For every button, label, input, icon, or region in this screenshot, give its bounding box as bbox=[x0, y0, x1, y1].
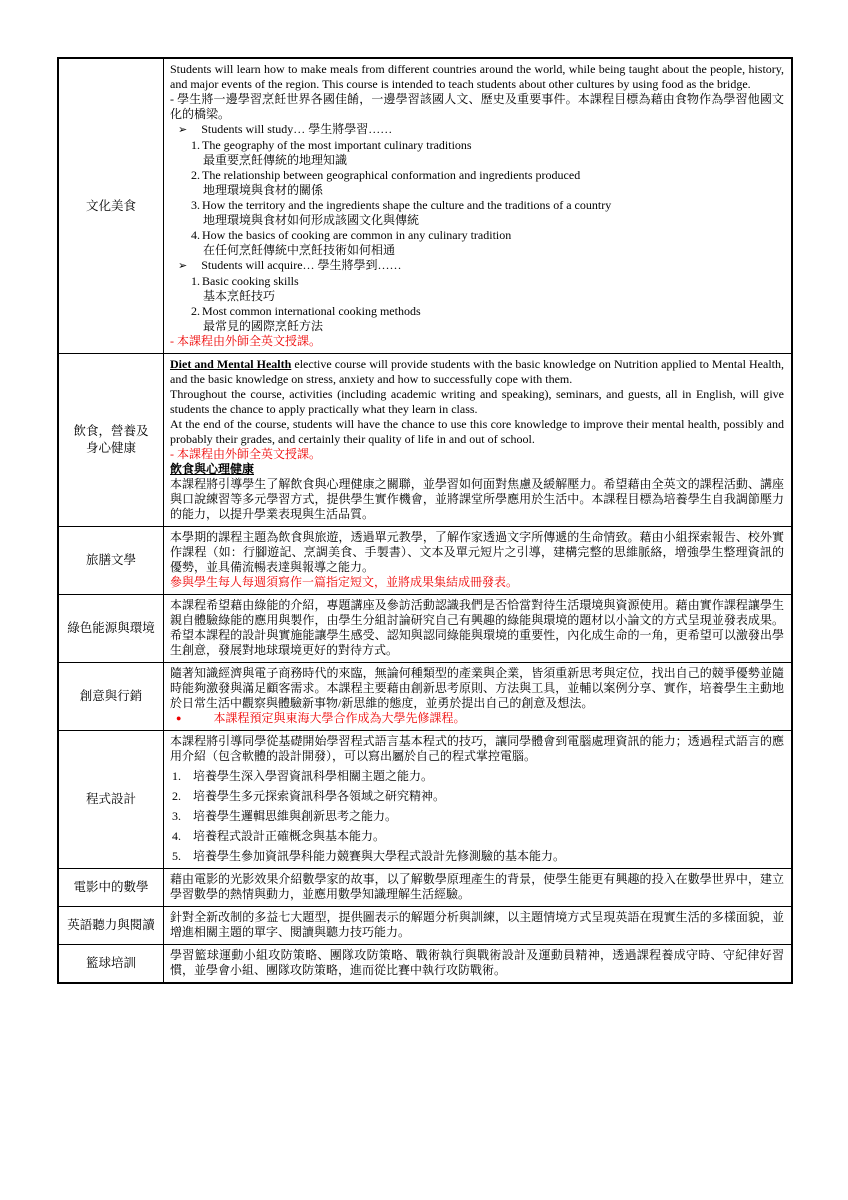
table-row bbox=[58, 869, 792, 907]
course-table-body bbox=[58, 58, 792, 983]
number-label: 5. bbox=[172, 849, 181, 863]
numbered-text: How the territory and the ingredients shape the culture and the traditions of a country bbox=[202, 198, 612, 212]
description-paragraph: At the end of the course, students will have the chance to use this core knowledge to improve their mental health, possibly and probably their grades, and certainly their quality of life in and out of school. bbox=[170, 417, 784, 446]
number-label: 4. bbox=[172, 829, 181, 843]
description-paragraph: 本課程將引導同學從基礎開始學習程式語言基本程式的技巧，讓同學體會到電腦處理資訊的能力；透過程式語言的應用介紹（包含軟體的設計開發），可以寫出屬於自己的程式掌控電腦。 bbox=[170, 734, 784, 763]
arrow-bullet-line bbox=[170, 122, 784, 138]
course-name-text: 飲食，營養及 bbox=[73, 424, 149, 438]
course-name-text: 英語聽力與閱讀 bbox=[67, 918, 155, 932]
course-detail-cell bbox=[164, 869, 793, 907]
course-name-cell bbox=[58, 595, 164, 663]
description-paragraph: 學習籃球運動小組攻防策略、團隊攻防策略、戰術執行與戰術設計及運動員精神，透過課程養成守時、守紀律好習慣，並學會小組、團隊攻防策略，進而從比賽中執行攻防戰術。 bbox=[170, 948, 784, 977]
translation-line: 基本烹飪技巧 bbox=[203, 289, 276, 303]
translation-line: 最常見的國際烹飪方法 bbox=[203, 319, 324, 333]
course-name-text: 綠色能源與環境 bbox=[67, 621, 155, 635]
dot-bullet-icon: ● bbox=[176, 713, 182, 723]
course-name-cell bbox=[58, 663, 164, 731]
course-name-text: 籃球培訓 bbox=[85, 956, 136, 970]
course-name-cell bbox=[58, 945, 164, 984]
numbered-goal-line bbox=[172, 769, 784, 784]
red-note-line: 參與學生每人每週須寫作一篇指定短文，並將成果集結成冊發表。 bbox=[170, 575, 519, 589]
numbered-text: How the basics of cooking are common in any culinary tradition bbox=[202, 228, 512, 242]
description-paragraph: 本學期的課程主題為飲食與旅遊，透過單元教學，了解作家透過文字所傳遞的生命情致。藉由小組探索報告、校外實作課程（如：行腳遊記、烹調美食、手製書）、文本及單元短片之引導，建構完整的思維脈絡，增強學生整理資訊的優勢，並具備流暢表達與報導之能力。 bbox=[170, 530, 784, 574]
number-label: 2. bbox=[191, 304, 200, 318]
arrow-bullet-text: Students will study… 學生將學習…… bbox=[201, 122, 393, 136]
table-row bbox=[58, 595, 792, 663]
table-row bbox=[58, 907, 792, 945]
course-detail-cell bbox=[164, 354, 793, 527]
numbered-text: Most common international cooking methods bbox=[202, 304, 421, 318]
red-note-line: - 本課程由外師全英文授課。 bbox=[170, 334, 321, 348]
course-name-cell bbox=[58, 58, 164, 354]
goal-text: 培養程式設計正確概念與基本能力。 bbox=[193, 829, 386, 843]
course-name-text: 電影中的數學 bbox=[73, 880, 149, 894]
number-label: 1. bbox=[172, 769, 181, 783]
goal-text: 培養學生參加資訊學科能力競賽與大學程式設計先修測驗的基本能力。 bbox=[193, 849, 566, 863]
numbered-goal-line bbox=[172, 829, 784, 844]
numbered-line bbox=[191, 304, 784, 319]
description-paragraph: 隨著知識經濟與電子商務時代的來臨，無論何種類型的產業與企業，皆須重新思考與定位，找出自己的競爭優勢並隨時能夠激發與滿足顧客需求。本課程主要藉由創新思考原則、方法與工具，並輔以案例分享、實作，培養學生主動地於日常生活中觀察與體驗新事物/新思維的態度，並勇於提出自己的創意及想法。 bbox=[170, 666, 784, 710]
description-paragraph: - 學生將一邊學習烹飪世界各國佳餚，一邊學習該國人文、歷史及重要事件。本課程目標為藉由食物作為學習他國文化的橋梁。 bbox=[170, 92, 784, 121]
numbered-text: Basic cooking skills bbox=[202, 274, 299, 288]
number-label: 3. bbox=[172, 809, 181, 823]
course-detail-cell bbox=[164, 731, 793, 869]
numbered-text: The relationship between geographical conformation and ingredients produced bbox=[202, 168, 581, 182]
goal-text: 培養學生多元探索資訊科學各領域之研究精神。 bbox=[193, 789, 446, 803]
arrow-bullet-text: Students will acquire… 學生將學到…… bbox=[201, 258, 402, 272]
arrow-bullet-icon: ➢ bbox=[178, 124, 188, 136]
red-note-line: - 本課程由外師全英文授課。 bbox=[170, 447, 321, 461]
description-paragraph: 本課程將引導學生了解飲食與心理健康之關聯，並學習如何面對焦慮及緩解壓力。希望藉由全英文的課程活動、講座與口說練習等多元學習方式，提供學生實作機會，並將課堂所學應用於生活中。本課程目標為培養學生自我調節壓力的能力，以提升學業表現與生活品質。 bbox=[170, 477, 784, 521]
number-label: 2. bbox=[172, 789, 181, 803]
translation-line: 地理環境與食材如何形成該國文化與傳統 bbox=[203, 213, 420, 227]
number-label: 1. bbox=[191, 274, 200, 288]
arrow-bullet-line bbox=[170, 258, 784, 274]
numbered-goal-line bbox=[172, 849, 784, 864]
course-detail-cell bbox=[164, 527, 793, 595]
course-name-cell bbox=[58, 731, 164, 869]
numbered-goal-line bbox=[172, 789, 784, 804]
course-detail-cell bbox=[164, 907, 793, 945]
number-label: 4. bbox=[191, 228, 200, 242]
description-paragraph: Students will learn how to make meals from different countries around the world, while being taught about the people, history, and major events of the region. This course is intended to teach students about other cultures by using food as the bridge. bbox=[170, 62, 784, 91]
course-name-text: 身心健康 bbox=[85, 441, 136, 455]
description-paragraph: Throughout the course, activities (including academic writing and speaking), seminars, and guests, all in English, will give students the chance to apply practically what they learn in class. bbox=[170, 387, 784, 416]
table-row bbox=[58, 527, 792, 595]
course-name-text: 旅膳文學 bbox=[85, 553, 136, 567]
numbered-line bbox=[191, 168, 784, 183]
course-detail-cell bbox=[164, 595, 793, 663]
number-label: 3. bbox=[191, 198, 200, 212]
table-row bbox=[58, 354, 792, 527]
red-bullet-note-line bbox=[170, 711, 784, 726]
arrow-bullet-icon: ➢ bbox=[178, 260, 188, 272]
course-name-text: 文化美食 bbox=[85, 198, 136, 213]
goal-text: 培養學生邏輯思維與創新思考之能力。 bbox=[193, 809, 398, 823]
numbered-line bbox=[191, 138, 784, 153]
course-description-table bbox=[57, 57, 793, 984]
table-row bbox=[58, 945, 792, 984]
description-paragraph: 本課程希望藉由綠能的介紹，專題講座及參訪活動認識我們是否恰當對待生活環境與資源使用。藉由實作課程讓學生親自體驗綠能的應用與製作，由學生分組討論研究自己有興趣的綠能與環境的題材以小論文的方式呈現並發表成果。希望本課程的設計與實施能讓學生感受、認知與認同綠能與環境的重要性，內化成生命的一角，更希望可以激發出學生創意，發展對地球環境更好的對待方式。 bbox=[170, 598, 784, 657]
course-name-cell bbox=[58, 354, 164, 527]
numbered-line bbox=[191, 228, 784, 243]
translation-line: 在任何烹飪傳統中烹飪技術如何相通 bbox=[203, 243, 396, 257]
course-name-text: 創意與行銷 bbox=[79, 689, 143, 703]
table-row bbox=[58, 731, 792, 869]
course-name-cell bbox=[58, 907, 164, 945]
numbered-text: The geography of the most important culinary traditions bbox=[202, 138, 472, 152]
table-row bbox=[58, 58, 792, 354]
goal-text: 培養學生深入學習資訊科學相關主題之能力。 bbox=[193, 769, 434, 783]
numbered-line bbox=[191, 198, 784, 213]
course-title-lead: Diet and Mental Health bbox=[170, 357, 292, 371]
numbered-goal-line bbox=[172, 809, 784, 824]
table-row bbox=[58, 663, 792, 731]
translation-line: 最重要烹飪傳統的地理知識 bbox=[203, 153, 348, 167]
number-label: 1. bbox=[191, 138, 200, 152]
course-name-text: 程式設計 bbox=[85, 792, 136, 806]
course-detail-cell bbox=[164, 663, 793, 731]
course-name-cell bbox=[58, 869, 164, 907]
section-heading: 飲食與心理健康 bbox=[170, 462, 255, 476]
course-detail-cell bbox=[164, 58, 793, 354]
translation-line: 地理環境與食材的關係 bbox=[203, 183, 324, 197]
red-bullet-text: 本課程預定與東海大學合作成為大學先修課程。 bbox=[213, 711, 466, 725]
numbered-line bbox=[191, 274, 784, 289]
course-detail-cell bbox=[164, 945, 793, 984]
description-paragraph: 藉由電影的光影效果介紹數學家的故事，以了解數學原理產生的背景，使學生能更有興趣的投入在數學世界中，建立學習數學的熱情與動力，並應用數學知識理解生活經驗。 bbox=[170, 872, 784, 901]
number-label: 2. bbox=[191, 168, 200, 182]
description-paragraph: Diet and Mental Health elective course will provide students with the basic knowledge on Nutrition applied to Mental Health, and the basic knowledge on stress, anxiety and how to successfully cope with them. bbox=[170, 357, 784, 386]
description-paragraph: 針對全新改制的多益七大題型，提供圖表示的解題分析與訓練，以主題情境方式呈現英語在現實生活的多樣面貌，並增進相關主題的單字、閱讀與聽力技巧能力。 bbox=[170, 910, 784, 939]
course-name-cell bbox=[58, 527, 164, 595]
